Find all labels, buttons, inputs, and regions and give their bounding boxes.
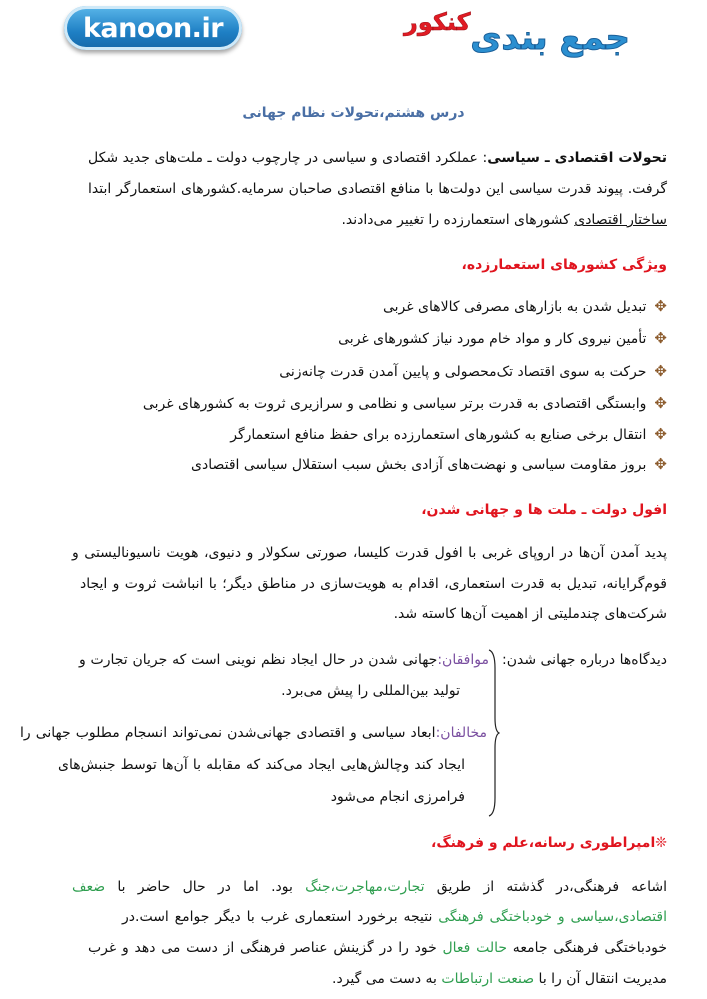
text-run: گرفت. پیوند قدرت سیاسی این دولت‌ها با منافع اقتصادی صاحبان سرمایه.کشورهای استعمارگر ابتدا (88, 181, 667, 197)
paragraph-line (88, 148, 667, 168)
flower-bullet-icon: ✥ (654, 362, 667, 380)
list-item (143, 393, 667, 414)
brand-text-blue: جمع بندی (470, 18, 630, 58)
list-item (383, 296, 667, 317)
section-heading: ویژگی کشورهای استعمارزده، (461, 257, 667, 273)
list-item-text: حرکت به سوی اقتصاد تک‌محصولی و پایین آمدن قدرت چانه‌زنی (279, 364, 647, 380)
list-item-text: تأمین نیروی کار و مواد خام مورد نیاز کشورهای غربی (338, 331, 647, 347)
flower-bullet-icon: ✥ (654, 425, 667, 443)
paragraph-line (88, 179, 667, 199)
paragraph-line (341, 210, 667, 230)
viewpoint-label: موافقان: (437, 652, 489, 668)
highlight-term: تجارت،مهاجرت،جنگ (305, 879, 425, 895)
flower-bullet-icon: ✥ (654, 455, 667, 473)
supporters-line (79, 650, 489, 670)
text-run: فرامرزی انجام می‌شود (330, 789, 465, 805)
text-run: قوم‌گرایانه، تبدیل به قدرت استعماری، اقدام به هویت‌سازی در مناطق دیگر؛ با انباشت ثروت و ایجاد (80, 576, 667, 592)
kanoon-logo: kanoon.ir (64, 6, 242, 50)
paragraph-line (122, 907, 667, 927)
brand-logo (400, 4, 630, 64)
viewpoints-label: دیدگاه‌ها درباره جهانی شدن: (501, 652, 667, 668)
text-run: اشاعه فرهنگی،در گذشته از طریق (424, 879, 668, 895)
text-run: ابعاد سیاسی و اقتصادی جهانی‌شدن نمی‌تواند انسجام مطلوب جهانی را (20, 725, 436, 741)
text-run: خود را در گزینش عناصر فرهنگی از دست می دهد و غرب (88, 940, 443, 956)
text-run: خودباختگی فرهنگی جامعه (507, 940, 667, 956)
flower-bullet-icon: ✥ (654, 394, 667, 412)
list-item-text: انتقال برخی صنایع به کشورهای استعمارزده برای حفظ منافع استعمارگر (230, 427, 647, 443)
curly-brace (486, 648, 500, 818)
list-item (338, 328, 667, 349)
highlight-term: اقتصادی،سیاسی و خودباختگی فرهنگی (438, 909, 667, 925)
text-run: شرکت‌های چندملیتی از اهمیت آن‌ها کاسته شد. (393, 606, 667, 622)
text-run: مدیریت انتقال آن را با (534, 971, 667, 987)
underlined-term: ساختار اقتصادی (574, 212, 667, 228)
section-heading: افول دولت ـ ملت ها و جهانی شدن، (421, 502, 667, 518)
text-run: بود. اما در حال حاضر با (105, 879, 306, 895)
list-item-text: تبدیل شدن به بازارهای مصرفی کالاهای غربی (382, 299, 647, 315)
paragraph-line (72, 543, 667, 563)
text-run: ایجاد کند وچالش‌هایی ایجاد می‌کند که مقابله با آن‌ها توسط جنبش‌های (58, 757, 465, 773)
list-item (230, 424, 667, 445)
paragraph-line (332, 969, 667, 989)
text-run: : عملکرد اقتصادی و سیاسی در چارچوب دولت ـ ملت‌های جدید شکل (88, 150, 488, 166)
opponents-line (20, 723, 487, 743)
brand-text-red: کنکور (404, 8, 471, 36)
lesson-title: درس هشتم،تحولات نظام جهانی (242, 105, 465, 121)
bold-term: تحولات اقتصادی ـ سیاسی (487, 150, 667, 166)
text-run: به دست می گیرد. (332, 971, 442, 987)
opponents-line (331, 787, 465, 807)
list-item-text: بروز مقاومت سیاسی و نهضت‌های آزادی بخش سبب استقلال سیاسی اقتصادی (191, 457, 647, 473)
text-run: کشورهای استعمارزده را تغییر می‌دادند. (341, 212, 575, 228)
text-run: نتیجه برخورد استعماری غرب با دیگر جوامع است.در (122, 909, 439, 925)
section-heading: ❊امپراطوری رسانه،علم و فرهنگ، (431, 835, 667, 851)
text-run: پدید آمدن آن‌ها در اروپای غربی با افول قدرت کلیسا، صورتی سکولار و دنیوی، هویت ناسیونالیستی و (72, 545, 667, 561)
opponents-line (58, 755, 465, 775)
highlight-term: حالت فعال (442, 940, 508, 956)
paragraph-line (72, 877, 667, 897)
supporters-line (281, 681, 460, 701)
paragraph-line (88, 938, 667, 958)
highlight-term: ضعف (72, 879, 106, 895)
text-run: تولید بین‌المللی را پیش می‌برد. (281, 683, 460, 699)
viewpoint-label: مخالفان: (435, 725, 487, 741)
list-item-text: وابستگی اقتصادی به قدرت برتر سیاسی و نظامی و سرازیری ثروت به کشورهای غربی (142, 396, 647, 412)
list-item (279, 361, 667, 382)
text-run: جهانی شدن در حال ایجاد نظم نوینی است که جریان تجارت و (79, 652, 438, 668)
paragraph-line (394, 604, 667, 624)
flower-bullet-icon: ✥ (654, 329, 667, 347)
paragraph-line (80, 574, 667, 594)
flower-bullet-icon: ✥ (654, 297, 667, 315)
highlight-term: صنعت ارتباطات (441, 971, 535, 987)
list-item (191, 454, 667, 475)
